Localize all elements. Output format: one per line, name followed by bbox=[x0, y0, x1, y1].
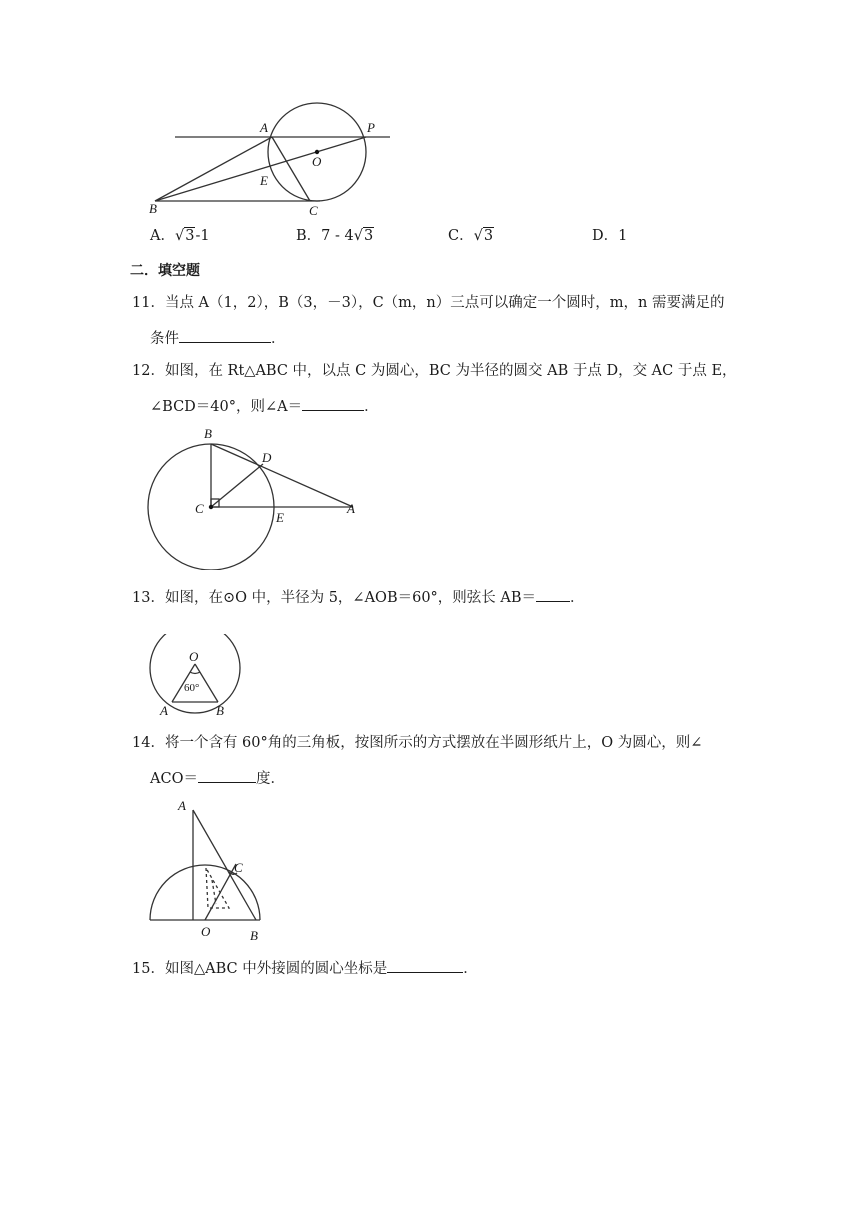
q14-dashed-triangle bbox=[206, 868, 229, 908]
q12-label-D: D bbox=[262, 450, 272, 465]
q13-line1-text: 13．如图，在⊙O 中，半径为 5，∠AOB＝60°，则弦长 AB＝ bbox=[132, 590, 537, 606]
q13-line1 bbox=[132, 586, 585, 608]
q10-option-b bbox=[296, 226, 374, 246]
q14-label-B: B bbox=[250, 928, 258, 943]
q10-option-b-before: 7 - 4 bbox=[321, 228, 354, 244]
q14-label-O: O bbox=[201, 924, 211, 939]
q14-line2 bbox=[150, 767, 285, 789]
q12-label-B: B bbox=[204, 426, 212, 441]
q13-label-B: B bbox=[216, 703, 224, 718]
q10-line-BP bbox=[155, 137, 366, 201]
q14-label-C: C bbox=[234, 860, 243, 875]
q10-option-c-letter: C． bbox=[448, 228, 474, 244]
q11-line2-text: 条件 bbox=[150, 331, 179, 347]
q14-answer-blank[interactable] bbox=[198, 767, 256, 783]
q14-semicircle bbox=[150, 865, 260, 920]
q15-line1 bbox=[132, 957, 478, 979]
q12-line2 bbox=[150, 395, 379, 417]
q10-option-a-radicand: 3 bbox=[185, 228, 195, 244]
q10-option-a-after: -1 bbox=[195, 228, 210, 244]
q13-line1-end: ． bbox=[570, 590, 585, 606]
q10-label-P: P bbox=[367, 120, 375, 135]
q12-label-A: A bbox=[347, 501, 355, 516]
q15-line1-end: ． bbox=[463, 961, 478, 977]
q14-line2-text: ACO＝ bbox=[150, 771, 198, 787]
q13-angle-arc bbox=[190, 672, 200, 674]
q10-figure bbox=[140, 98, 400, 220]
q10-label-A: A bbox=[260, 120, 268, 135]
q12-label-E: E bbox=[276, 510, 284, 525]
q14-dashed-inner bbox=[212, 880, 216, 904]
q10-option-d-letter: D． bbox=[592, 228, 619, 244]
q15-answer-blank[interactable] bbox=[387, 957, 463, 973]
q10-option-b-letter: B． bbox=[296, 228, 322, 244]
q11-line2 bbox=[150, 327, 286, 349]
q10-option-b-radicand: 3 bbox=[363, 228, 374, 244]
q14-line1: 14．将一个含有 60°角的三角板，按图所示的方式摆放在半圆形纸片上，O 为圆心，则∠ bbox=[132, 735, 703, 751]
q10-option-a-letter: A． bbox=[150, 228, 175, 244]
q14-line2-end: 度． bbox=[255, 771, 285, 787]
q13-figure bbox=[146, 634, 246, 718]
q12-line2-end: ． bbox=[364, 399, 379, 415]
q10-option-c-radicand: 3 bbox=[483, 228, 494, 244]
q10-line-AC bbox=[272, 137, 310, 201]
q10-option-c-radical: √ bbox=[473, 228, 483, 244]
q10-label-B: B bbox=[149, 201, 157, 216]
q11-line1: 11．当点 A（1，2），B（3，－3），C（m，n）三点可以确定一个圆时，m，n 需要满足的 bbox=[132, 295, 725, 311]
q10-option-a-radical: √ bbox=[174, 228, 185, 244]
q14-figure bbox=[146, 796, 266, 944]
q11-line2-end: ． bbox=[271, 331, 286, 347]
q10-label-O: O bbox=[312, 154, 322, 169]
q13-label-A: A bbox=[160, 703, 168, 718]
q10-option-c bbox=[448, 226, 494, 246]
q10-label-E: E bbox=[260, 173, 268, 188]
q10-option-d-text: 1 bbox=[618, 228, 628, 244]
q10-option-d bbox=[592, 226, 627, 246]
q10-label-C: C bbox=[309, 203, 318, 218]
q10-line-BA bbox=[155, 137, 272, 201]
q10-option-a bbox=[150, 226, 210, 246]
q13-label-angle: 60° bbox=[184, 682, 200, 694]
q12-answer-blank[interactable] bbox=[302, 395, 364, 411]
q10-option-b-radical: √ bbox=[353, 228, 363, 244]
q15-line1-text: 15．如图△ABC 中外接圆的圆心坐标是 bbox=[132, 961, 388, 977]
q13-answer-blank[interactable] bbox=[536, 586, 570, 602]
q12-line1: 12．如图，在 Rt△ABC 中，以点 C 为圆心，BC 为半径的圆交 AB 于点 D，交 AC 于点 E， bbox=[132, 363, 737, 379]
q13-label-O: O bbox=[189, 649, 199, 664]
q12-line2-text: ∠BCD＝40°，则∠A＝ bbox=[150, 399, 303, 415]
q12-center-dot bbox=[209, 505, 213, 509]
q14-label-A: A bbox=[178, 798, 186, 813]
q12-line-BA bbox=[211, 444, 353, 507]
q11-answer-blank[interactable] bbox=[179, 327, 271, 343]
q12-figure bbox=[146, 424, 366, 570]
q12-label-C: C bbox=[195, 501, 204, 516]
section-title-fill-blank: 二．填空题 bbox=[130, 263, 200, 279]
